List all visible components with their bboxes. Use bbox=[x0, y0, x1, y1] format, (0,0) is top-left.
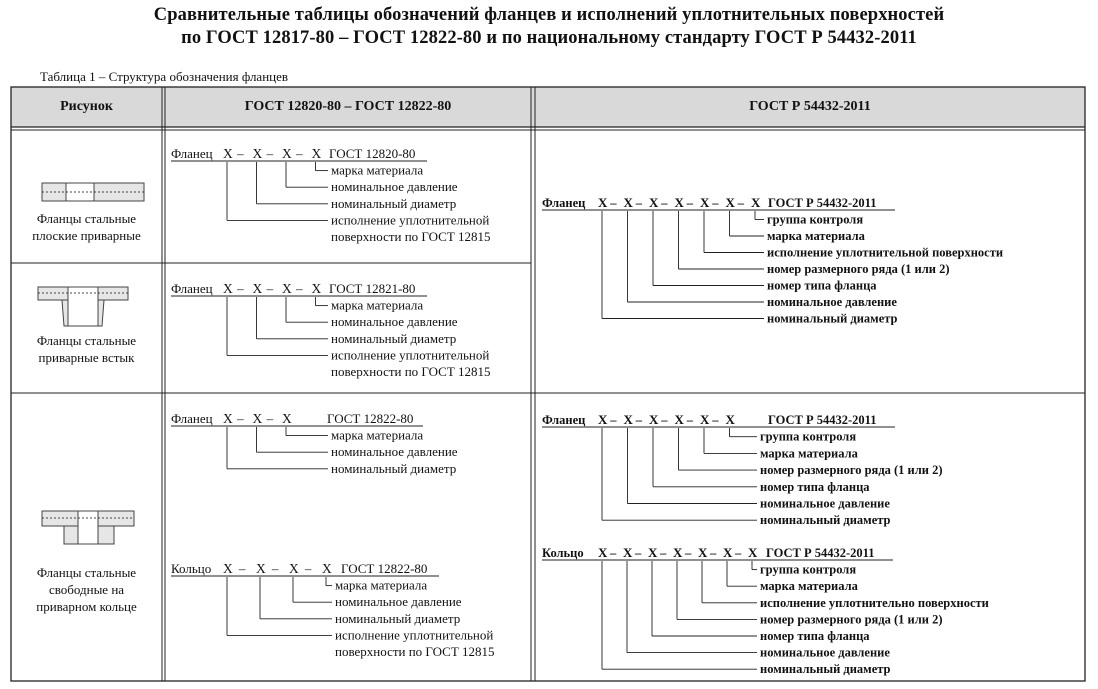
designation-diagram-old_butt bbox=[171, 281, 491, 379]
designation-label: номинальное давление bbox=[331, 444, 458, 460]
designation-token: X bbox=[748, 545, 758, 560]
designation-label: номинальное давление bbox=[767, 295, 897, 309]
designation-standard: ГОСТ 12822-80 bbox=[341, 561, 428, 576]
designation-dash: – bbox=[712, 196, 719, 210]
designation-label: номер размерного ряда (1 или 2) bbox=[760, 463, 943, 478]
header-gost-new: ГОСТ Р 54432-2011 bbox=[749, 99, 871, 114]
designation-dash: – bbox=[712, 413, 719, 427]
designation-token: X bbox=[252, 411, 263, 426]
designation-dash: – bbox=[660, 546, 667, 560]
designation-token: X bbox=[598, 545, 608, 560]
designation-token: X bbox=[282, 411, 292, 426]
table-caption: Таблица 1 – Структура обозначения фланцев bbox=[40, 69, 289, 84]
designation-token: X bbox=[674, 195, 684, 210]
designation-label: поверхности по ГОСТ 12815 bbox=[331, 229, 491, 244]
designation-diagram-new_loose_flange bbox=[542, 412, 943, 527]
designation-label: группа контроля bbox=[767, 212, 864, 227]
designation-dash: – bbox=[271, 561, 279, 576]
designation-standard: ГОСТ Р 54432-2011 bbox=[768, 196, 877, 210]
designation-dash: – bbox=[710, 546, 717, 560]
page-title-line-2: по ГОСТ 12817-80 – ГОСТ 12822-80 и по национальному стандарту ГОСТ Р 54432-2011 bbox=[181, 28, 917, 48]
page-title-line-1: Сравнительные таблицы обозначений фланцев и исполнений уплотнительных поверхностей bbox=[153, 5, 945, 25]
picture-caption-butt: Фланцы стальные приварные встык bbox=[36, 333, 137, 365]
designation-dash: – bbox=[237, 146, 244, 161]
designation-token: X bbox=[700, 412, 710, 427]
designation-token: X bbox=[623, 195, 633, 210]
designation-token: X bbox=[673, 545, 683, 560]
picture-caption-loose: Фланцы стальные свободные на приварном кольце bbox=[36, 565, 137, 614]
designation-token: X bbox=[649, 412, 659, 427]
designation-label: группа контроля bbox=[760, 562, 857, 577]
designation-token: X bbox=[223, 561, 233, 576]
designation-token: X bbox=[252, 146, 263, 161]
designation-token: X bbox=[223, 281, 233, 296]
designation-dash: – bbox=[304, 561, 312, 576]
designation-token: X bbox=[282, 281, 292, 296]
designation-token: X bbox=[322, 561, 332, 576]
designation-label: марка материала bbox=[760, 446, 858, 461]
designation-label: исполнение уплотнительно поверхности bbox=[760, 595, 989, 610]
designation-label: номинальное давление bbox=[760, 496, 890, 511]
designation-dash: – bbox=[635, 196, 642, 210]
designation-token: X bbox=[700, 195, 710, 210]
designation-prefix: Фланец bbox=[171, 281, 213, 296]
designation-label: номинальный диаметр bbox=[331, 460, 457, 476]
designation-label: поверхности по ГОСТ 12815 bbox=[331, 364, 491, 379]
designation-label: номинальный диаметр bbox=[760, 513, 891, 528]
designation-token: X bbox=[725, 412, 735, 427]
designation-diagram-old_loose_flange bbox=[171, 411, 458, 476]
designation-token: X bbox=[598, 195, 608, 210]
table-border bbox=[11, 87, 1085, 681]
designation-label: исполнение уплотнительной поверхности bbox=[767, 245, 1004, 260]
designation-standard: ГОСТ Р 54432-2011 bbox=[768, 413, 877, 427]
designation-token: X bbox=[311, 146, 322, 161]
designation-dash: – bbox=[661, 196, 668, 210]
designation-token: X bbox=[223, 146, 233, 161]
designation-label: исполнение уплотнительной bbox=[335, 627, 494, 643]
designation-diagram-new_flange bbox=[542, 195, 1003, 326]
designation-token: X bbox=[598, 412, 608, 427]
designation-prefix: Фланец bbox=[542, 413, 586, 427]
designation-dash: – bbox=[237, 411, 244, 426]
designation-token: X bbox=[623, 545, 633, 560]
designation-dash: – bbox=[266, 411, 274, 426]
butt-weld-flange-drawing bbox=[38, 287, 128, 326]
designation-label: номер типа фланца bbox=[760, 629, 870, 643]
designation-label: группа контроля bbox=[760, 429, 857, 444]
designation-label: марка материала bbox=[335, 577, 428, 593]
designation-dash: – bbox=[610, 546, 617, 560]
designation-diagram-old_flat bbox=[171, 146, 491, 244]
designation-label: номинальный диаметр bbox=[335, 610, 461, 626]
designation-dash: – bbox=[238, 561, 246, 576]
flat-welded-flange-drawing bbox=[42, 183, 144, 201]
designation-dash: – bbox=[266, 281, 274, 296]
designation-dash: – bbox=[296, 146, 303, 161]
designation-token: X bbox=[311, 281, 322, 296]
designation-standard: ГОСТ 12822-80 bbox=[327, 411, 414, 426]
designation-label: номер размерного ряда (1 или 2) bbox=[767, 262, 950, 276]
designation-diagram-new_loose_ring bbox=[542, 545, 989, 676]
designation-dash: – bbox=[610, 413, 617, 427]
designation-token: X bbox=[725, 195, 735, 210]
designation-label: номинальный диаметр bbox=[767, 311, 898, 326]
designation-dash: – bbox=[661, 413, 668, 427]
designation-token: X bbox=[751, 195, 761, 210]
designation-dash: – bbox=[266, 146, 274, 161]
designation-token: X bbox=[282, 146, 292, 161]
designation-token: X bbox=[289, 561, 299, 576]
designation-dash: – bbox=[635, 546, 642, 560]
designation-label: номинальное давление bbox=[335, 594, 462, 610]
designation-standard: ГОСТ 12821-80 bbox=[329, 281, 416, 296]
designation-standard: ГОСТ 12820-80 bbox=[329, 146, 416, 161]
designation-label: номинальный диаметр bbox=[331, 195, 457, 211]
header-picture: Рисунок bbox=[60, 99, 113, 114]
picture-caption-flat: Фланцы стальные плоские приварные bbox=[32, 211, 141, 243]
header-gost-old: ГОСТ 12820-80 – ГОСТ 12822-80 bbox=[244, 99, 452, 114]
designation-token: X bbox=[252, 281, 263, 296]
designation-token: X bbox=[723, 545, 733, 560]
designation-label: исполнение уплотнительной bbox=[331, 347, 490, 363]
designation-token: X bbox=[623, 412, 633, 427]
designation-label: номинальный диаметр bbox=[760, 662, 891, 677]
designation-standard: ГОСТ Р 54432-2011 bbox=[766, 546, 875, 560]
designation-label: номинальное давление bbox=[760, 645, 890, 660]
loose-flange-drawing bbox=[42, 511, 134, 544]
designation-dash: – bbox=[237, 281, 244, 296]
designation-prefix: Кольцо bbox=[171, 561, 212, 576]
designation-dash: – bbox=[686, 413, 693, 427]
designation-prefix: Фланец bbox=[542, 196, 586, 210]
designation-dash: – bbox=[635, 413, 642, 427]
designation-label: марка материала bbox=[331, 427, 424, 443]
designation-label: номинальное давление bbox=[331, 314, 458, 330]
designation-dash: – bbox=[296, 281, 303, 296]
designation-label: марка материала bbox=[331, 297, 424, 313]
designation-label: номер размерного ряда (1 или 2) bbox=[760, 612, 943, 627]
designation-label: поверхности по ГОСТ 12815 bbox=[335, 644, 495, 659]
designation-prefix: Фланец bbox=[171, 146, 213, 161]
designation-dash: – bbox=[610, 196, 617, 210]
designation-dash: – bbox=[685, 546, 692, 560]
designation-label: марка материала bbox=[767, 229, 865, 243]
designation-label: номер типа фланца bbox=[767, 278, 877, 293]
designation-token: X bbox=[256, 561, 266, 576]
designation-label: номер типа фланца bbox=[760, 479, 870, 494]
designation-dash: – bbox=[735, 546, 742, 560]
designation-token: X bbox=[649, 195, 659, 210]
designation-prefix: Фланец bbox=[171, 411, 213, 426]
designation-token: X bbox=[648, 545, 658, 560]
designation-label: марка материала bbox=[760, 579, 858, 594]
designation-dash: – bbox=[737, 196, 744, 210]
designation-dash: – bbox=[686, 196, 693, 210]
designation-token: X bbox=[698, 545, 708, 560]
designation-label: номинальный диаметр bbox=[331, 330, 457, 346]
designation-prefix: Кольцо bbox=[542, 546, 584, 560]
designation-token: X bbox=[674, 412, 684, 427]
designation-diagram-old_loose_ring bbox=[171, 561, 495, 659]
designation-token: X bbox=[223, 411, 233, 426]
designation-label: марка материала bbox=[331, 162, 424, 178]
designation-label: номинальное давление bbox=[331, 179, 458, 195]
designation-label: исполнение уплотнительной bbox=[331, 212, 490, 228]
